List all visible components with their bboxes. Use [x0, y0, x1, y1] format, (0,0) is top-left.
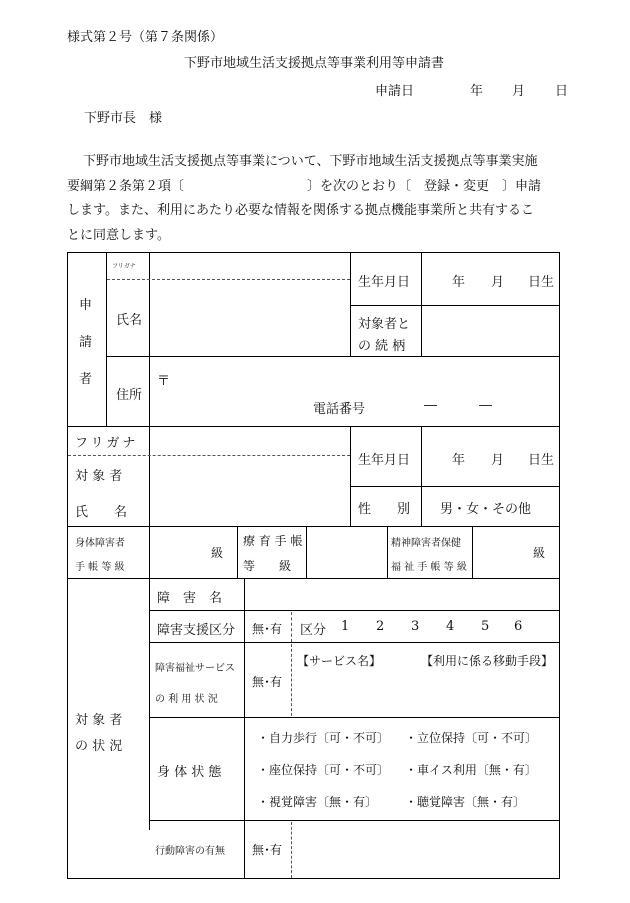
- body-item-wheelchair[interactable]: ・車イス利用〔無・有〕: [405, 763, 537, 777]
- disability-name-field[interactable]: [246, 580, 558, 609]
- relation-label-2: の 続 柄: [358, 339, 406, 354]
- body-state-label: 身 体 状 態: [157, 765, 222, 780]
- form-title: 下野市地域生活支援拠点等事業利用等申請書: [184, 56, 445, 71]
- postal-mark: 〒: [157, 374, 171, 389]
- service-name-header: 【サービス名】: [297, 654, 382, 668]
- disability-name-label: 障 害 名: [157, 591, 223, 606]
- support-class-option-5[interactable]: 5: [481, 619, 490, 634]
- service-transport-header: 【利用に係る移動手段】: [421, 654, 554, 668]
- applicant-side-1: 申: [79, 298, 93, 313]
- support-class-yesno[interactable]: 無･有: [252, 622, 283, 636]
- relation-field[interactable]: [422, 307, 558, 355]
- apply-date-label: 申請日: [375, 84, 415, 99]
- subject-furigana-field[interactable]: [150, 428, 349, 454]
- applicant-side-2: 請: [79, 335, 93, 350]
- applicant-side-3: 者: [79, 372, 93, 387]
- applicant-birth-day: 日生: [528, 275, 555, 290]
- support-class-option-2[interactable]: 2: [376, 619, 385, 634]
- service-detail-field[interactable]: [293, 670, 558, 715]
- body-item-hearing[interactable]: ・聴覚障害〔無・有〕: [405, 795, 526, 809]
- status-side-2: の 状 況: [75, 739, 123, 754]
- behavior-detail-field[interactable]: [293, 824, 558, 876]
- body-item-walking[interactable]: ・自力歩行〔可・不可〕: [257, 731, 390, 745]
- gender-options[interactable]: 男・女・その他: [440, 502, 532, 517]
- subject-birth-label: 生年月日: [358, 453, 411, 468]
- subject-birth-day: 日生: [528, 453, 555, 468]
- form-number: 様式第２号（第７条関係）: [67, 30, 224, 45]
- mental-handbook-label-2: 福 祉 手 帳 等 級: [391, 562, 467, 573]
- behavior-yesno[interactable]: 無･有: [252, 843, 283, 857]
- support-class-option-6[interactable]: 6: [514, 619, 523, 634]
- service-yesno[interactable]: 無･有: [252, 675, 283, 689]
- applicant-furigana-label: フリガナ: [112, 263, 136, 270]
- applicant-name-label: 氏名: [116, 313, 143, 328]
- subject-furigana-label: フリガナ: [75, 436, 139, 451]
- support-class-label: 障害支援区分: [157, 623, 236, 638]
- subject-birth-month: 月: [491, 453, 505, 468]
- mental-handbook-label-1: 精神障害者保健: [391, 538, 461, 549]
- mental-grade-unit: 級: [533, 546, 546, 560]
- relation-label-1: 対象者と: [358, 317, 411, 332]
- apply-day: 日: [555, 84, 569, 99]
- intro-line-2b: 〕を次のとおり〔 登録・変更 〕申請: [307, 178, 542, 194]
- support-class-option-4[interactable]: 4: [446, 619, 455, 634]
- subject-birth-year: 年: [452, 453, 466, 468]
- ryoiku-handbook-label-1: 療 育 手 帳: [243, 534, 303, 548]
- physical-handbook-label-1: 身体障害者: [75, 538, 125, 549]
- service-label-2: の 利 用 状 況: [155, 694, 218, 705]
- behavior-label: 行動障害の有無: [155, 846, 225, 857]
- ryoiku-handbook-label-2: 等 級: [243, 559, 292, 573]
- status-side-1: 対 象 者: [75, 713, 123, 728]
- support-class-option-3[interactable]: 3: [411, 619, 420, 634]
- applicant-birth-label: 生年月日: [358, 275, 411, 290]
- phone-dash-2: ―: [479, 398, 492, 413]
- physical-grade-unit: 級: [211, 546, 224, 560]
- body-item-sitting[interactable]: ・座位保持〔可・不可〕: [257, 763, 390, 777]
- intro-line-2: [67, 175, 560, 200]
- intro-paragraph: [67, 150, 560, 248]
- applicant-birth-month: 月: [491, 275, 505, 290]
- applicant-address-field[interactable]: [172, 360, 558, 394]
- applicant-address-label: 住所: [116, 388, 143, 403]
- intro-line-4: とに同意します。: [67, 227, 170, 243]
- apply-month: 月: [512, 84, 526, 99]
- intro-line-3: します。また、利用にあたり必要な情報を関係する拠点機能事業所と共有するこ: [67, 203, 534, 218]
- intro-line-1: 下野市地域生活支援拠点等事業について、下野市地域生活支援拠点等事業実施: [83, 154, 538, 169]
- subject-label-1: 対 象 者: [75, 469, 123, 484]
- gender-label: 性 別: [358, 502, 411, 517]
- apply-year: 年: [470, 84, 484, 99]
- applicant-birth-year: 年: [452, 275, 466, 290]
- applicant-furigana-field[interactable]: [150, 254, 349, 279]
- addressee: 下野市長 様: [84, 111, 163, 126]
- body-item-standing[interactable]: ・立位保持〔可・不可〕: [405, 731, 538, 745]
- intro-line-2a: 要綱第２条第２項〔: [67, 178, 185, 194]
- subject-name-field[interactable]: [150, 457, 349, 525]
- support-class-option-1[interactable]: 1: [341, 619, 350, 634]
- support-class-prefix: 区分: [300, 623, 327, 638]
- phone-label: 電話番号: [313, 402, 366, 417]
- service-label-1: 障害福祉サービス: [155, 663, 235, 674]
- body-item-visual[interactable]: ・視覚障害〔無・有〕: [257, 795, 378, 809]
- subject-label-2: 氏 名: [75, 505, 128, 520]
- applicant-name-field[interactable]: [150, 281, 349, 355]
- physical-handbook-label-2: 手 帳 等 級: [75, 562, 125, 573]
- phone-dash-1: ―: [424, 398, 437, 413]
